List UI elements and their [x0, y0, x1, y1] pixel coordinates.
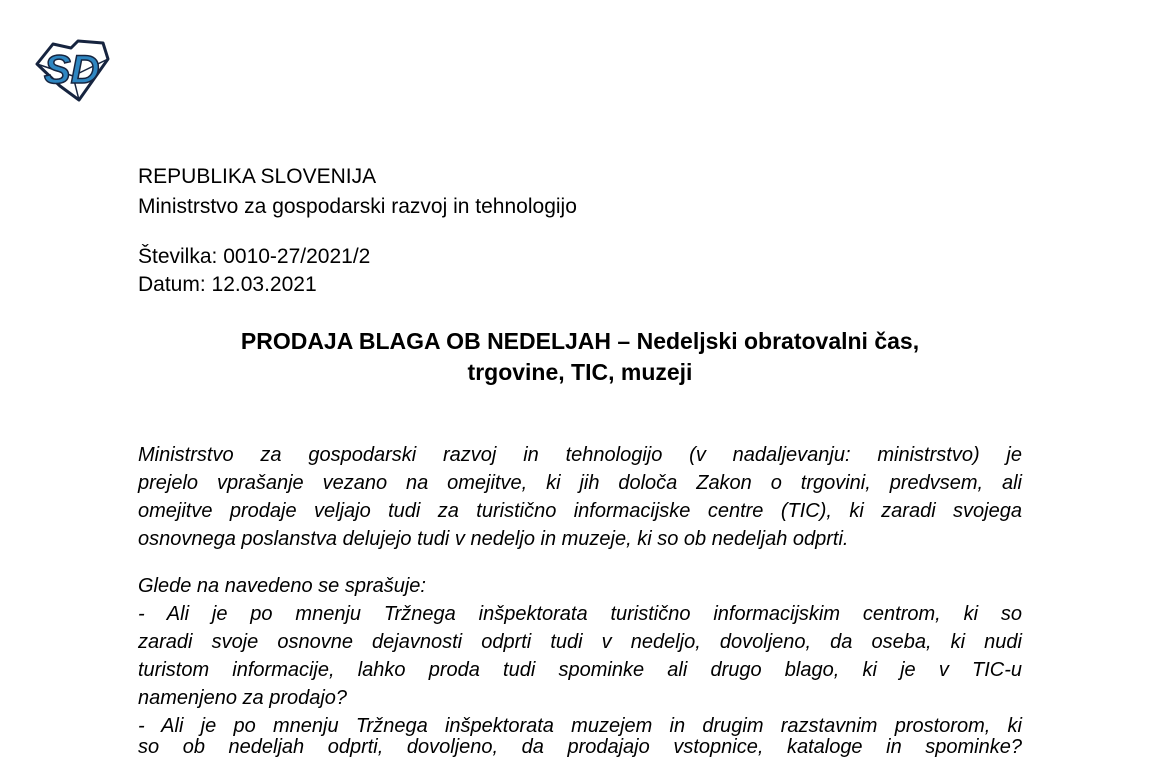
letterhead-country: REPUBLIKA SLOVENIJA: [138, 165, 377, 188]
intro-paragraph-line: omejitve prodaje veljajo tudi za turistično informacijske centre (TIC), ki zaradi svojega: [138, 500, 1022, 522]
questions-paragraph-line-clipped: so ob nedeljah odprti, dovoljeno, da prodajajo vstopnice, kataloge in spominke?: [138, 736, 1022, 758]
document-title-line2: trgovine, TIC, muzeji: [467, 359, 693, 385]
questions-paragraph-line: zaradi svoje osnovne dejavnosti odprti tudi v nedeljo, dovoljeno, da oseba, ki nudi: [138, 631, 1022, 653]
intro-paragraph: [138, 441, 1022, 553]
document-meta: [138, 243, 1022, 299]
intro-paragraph-line: Ministrstvo za gospodarski razvoj in tehnologijo (v nadaljevanju: ministrstvo) je: [138, 444, 1022, 466]
sd-logo-letters: SD: [44, 48, 100, 92]
questions-paragraph-line: - Ali je po mnenju Tržnega inšpektorata turistično informacijskim centrom, ki so: [138, 603, 1022, 625]
document-number-label: Številka:: [138, 245, 218, 268]
questions-paragraph-line: Glede na navedeno se sprašuje:: [138, 575, 426, 597]
document-content: [138, 0, 1022, 761]
questions-paragraph-line: turistom informacije, lahko proda tudi spominke ali drugo blago, ki je v TIC-u: [138, 659, 1022, 681]
document-date-line: [138, 271, 1022, 299]
intro-paragraph-line: prejelo vprašanje vezano na omejitve, ki jih določa Zakon o trgovini, predvsem, ali: [138, 472, 1022, 494]
document-date-label: Datum:: [138, 273, 206, 296]
document-title-line1: PRODAJA BLAGA OB NEDELJAH – Nedeljski obratovalni čas,: [240, 328, 920, 354]
questions-paragraph-line: - Ali je po mnenju Tržnega inšpektorata muzejem in drugim razstavnim prostorom, ki: [138, 715, 1022, 737]
sd-diamond-logo-graphic: [33, 36, 111, 104]
questions-paragraph-line: namenjeno za prodajo?: [138, 687, 348, 709]
questions-paragraph: [138, 572, 1022, 761]
document-title: [138, 326, 1022, 388]
letterhead: [138, 0, 1022, 222]
document-date-value: 12.03.2021: [211, 273, 317, 296]
letterhead-ministry: Ministrstvo za gospodarski razvoj in tehnologijo: [138, 195, 577, 218]
document-number-line: [138, 243, 1022, 271]
document-number-value: 0010-27/2021/2: [223, 245, 371, 268]
intro-paragraph-line: osnovnega poslanstva delujejo tudi v nedeljo in muzeje, ki so ob nedeljah odprti.: [138, 528, 849, 550]
sd-diamond-logo: [33, 36, 111, 104]
